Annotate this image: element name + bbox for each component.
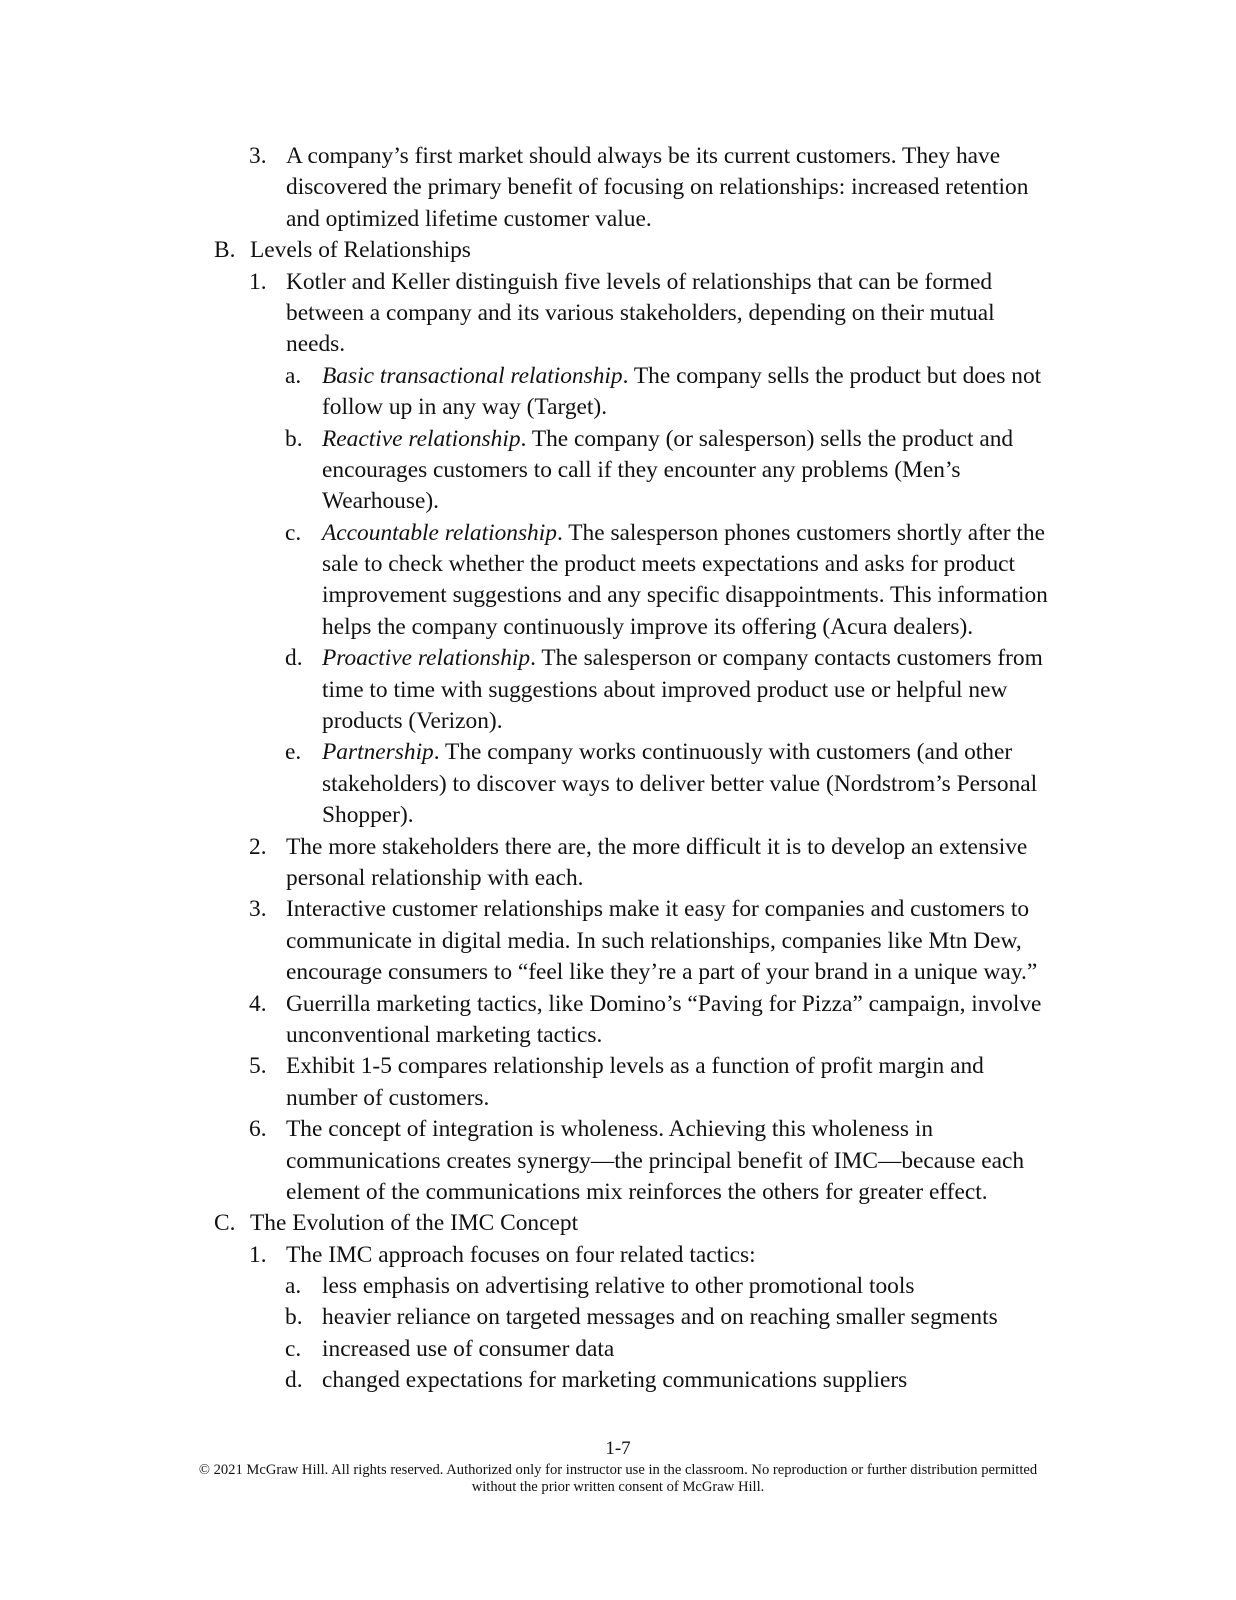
outline-item-level-3 xyxy=(0,361,1236,392)
outline-text: Interactive customer relationships make it easy for companies and customers to xyxy=(286,896,1030,923)
outline-item-continuation xyxy=(0,392,1236,423)
outline-item-level-1 xyxy=(0,235,1236,266)
list-marker: B. xyxy=(214,237,236,264)
list-marker: d. xyxy=(285,1367,303,1394)
outline-item-continuation xyxy=(0,706,1236,737)
outline-item-level-3 xyxy=(0,1302,1236,1333)
list-marker: e. xyxy=(285,739,302,766)
outline-text: time to time with suggestions about improved product use or helpful new xyxy=(322,676,1008,703)
list-marker: b. xyxy=(285,1304,303,1331)
outline-item-level-2 xyxy=(0,141,1236,172)
outline-text: unconventional marketing tactics. xyxy=(286,1021,603,1048)
outline-item-continuation xyxy=(0,455,1236,486)
outline-item-continuation xyxy=(0,172,1236,203)
outline-text: personal relationship with each. xyxy=(286,864,584,891)
outline-item-level-2 xyxy=(0,989,1236,1020)
outline-text: discovered the primary benefit of focusing on relationships: increased retention xyxy=(286,174,1029,201)
outline-text: changed expectations for marketing communications suppliers xyxy=(322,1367,908,1394)
list-marker: 6. xyxy=(249,1116,267,1143)
outline-text: Wearhouse). xyxy=(322,488,439,515)
outline-text: The IMC approach focuses on four related tactics: xyxy=(286,1241,756,1268)
document-body xyxy=(0,141,1236,1397)
relationship-term: Proactive relationship xyxy=(322,645,531,672)
relationship-term: Basic transactional relationship xyxy=(322,362,623,389)
outline-text: less emphasis on advertising relative to other promotional tools xyxy=(322,1273,915,1300)
list-marker: c. xyxy=(285,519,302,546)
outline-item-level-2 xyxy=(0,1114,1236,1145)
outline-text: The more stakeholders there are, the more difficult it is to develop an extensive xyxy=(286,833,1028,860)
outline-item-continuation xyxy=(0,549,1236,580)
outline-text: Levels of Relationships xyxy=(250,237,471,264)
outline-text: helps the company continuously improve its offering (Acura dealers). xyxy=(322,613,974,640)
outline-text: stakeholders) to discover ways to deliver better value (Nordstrom’s Personal xyxy=(322,770,1038,797)
outline-text xyxy=(322,737,1012,768)
outline-text: needs. xyxy=(286,331,346,358)
list-marker: 5. xyxy=(249,1053,267,1080)
outline-item-continuation xyxy=(0,1177,1236,1208)
list-marker: c. xyxy=(285,1335,302,1362)
relationship-term: Reactive relationship xyxy=(322,425,521,452)
outline-text: Exhibit 1-5 compares relationship levels as a function of profit margin and xyxy=(286,1053,984,1080)
list-marker: C. xyxy=(214,1210,236,1237)
outline-item-continuation xyxy=(0,957,1236,988)
list-marker: 1. xyxy=(249,268,267,295)
outline-text: increased use of consumer data xyxy=(322,1335,615,1362)
list-marker: 4. xyxy=(249,990,267,1017)
outline-item-continuation xyxy=(0,298,1236,329)
list-marker: a. xyxy=(285,1273,302,1300)
outline-text: element of the communications mix reinforces the others for greater effect. xyxy=(286,1178,988,1205)
outline-item-level-3 xyxy=(0,1334,1236,1365)
outline-text: sale to check whether the product meets expectations and asks for product xyxy=(322,551,1016,578)
outline-text: The concept of integration is wholeness. Achieving this wholeness in xyxy=(286,1116,934,1143)
outline-text: A company’s first market should always be its current customers. They have xyxy=(286,143,1001,169)
outline-item-level-3 xyxy=(0,737,1236,768)
list-marker: 3. xyxy=(249,143,267,169)
relationship-term: Partnership xyxy=(322,739,434,766)
outline-item-continuation xyxy=(0,1083,1236,1114)
outline-text: Guerrilla marketing tactics, like Domino’s “Paving for Pizza” campaign, involve xyxy=(286,990,1042,1017)
page-number: 1-7 xyxy=(605,1438,631,1459)
list-marker: d. xyxy=(285,645,303,672)
outline-text: and optimized lifetime customer value. xyxy=(286,205,652,232)
outline-item-level-2 xyxy=(0,894,1236,925)
list-marker: 2. xyxy=(249,833,267,860)
outline-item-continuation xyxy=(0,204,1236,235)
outline-item-level-2 xyxy=(0,1051,1236,1082)
outline-item-level-2 xyxy=(0,1240,1236,1271)
outline-text: improvement suggestions and any specific disappointments. This information xyxy=(322,582,1048,609)
term-description: . The company sells the product but does not xyxy=(622,362,1042,389)
outline-item-continuation xyxy=(0,486,1236,517)
outline-item-continuation xyxy=(0,580,1236,611)
outline-item-level-2 xyxy=(0,267,1236,298)
outline-item-continuation xyxy=(0,1146,1236,1177)
outline-item-level-2 xyxy=(0,832,1236,863)
term-description: . The salesperson or company contacts customers from xyxy=(530,645,1043,672)
outline-text: encourage consumers to “feel like they’re a part of your brand in a unique way.” xyxy=(286,959,1038,986)
outline-text: communications creates synergy—the principal benefit of IMC—because each xyxy=(286,1147,1025,1174)
outline-text: The Evolution of the IMC Concept xyxy=(250,1210,579,1237)
outline-text: Shopper). xyxy=(322,802,414,829)
list-marker: 1. xyxy=(249,1241,267,1268)
outline-text: follow up in any way (Target). xyxy=(322,394,608,421)
outline-text xyxy=(322,518,1045,549)
outline-item-level-1 xyxy=(0,1208,1236,1239)
outline-item-continuation xyxy=(0,675,1236,706)
outline-item-level-3 xyxy=(0,643,1236,674)
term-description: . The company (or salesperson) sells the product and xyxy=(520,425,1014,452)
term-description: . The salesperson phones customers shortly after the xyxy=(556,519,1046,546)
list-marker: b. xyxy=(285,425,303,452)
outline-text xyxy=(322,643,1043,674)
list-marker: 3. xyxy=(249,896,267,923)
outline-text: communicate in digital media. In such relationships, companies like Mtn Dew, xyxy=(286,927,1022,954)
relationship-term: Accountable relationship xyxy=(322,519,557,546)
outline-item-continuation xyxy=(0,329,1236,360)
outline-item-level-3 xyxy=(0,518,1236,549)
copyright-notice-line-2: without the prior written consent of McGraw Hill. xyxy=(471,1479,765,1495)
outline-text xyxy=(322,424,1013,455)
outline-item-continuation xyxy=(0,1020,1236,1051)
outline-text: number of customers. xyxy=(286,1084,490,1111)
outline-item-level-3 xyxy=(0,1271,1236,1302)
outline-text: between a company and its various stakeholders, depending on their mutual xyxy=(286,299,995,326)
outline-text xyxy=(322,361,1041,392)
outline-item-level-3 xyxy=(0,1365,1236,1396)
outline-item-continuation xyxy=(0,926,1236,957)
term-description: . The company works continuously with customers (and other xyxy=(433,739,1013,766)
copyright-notice-line-1: © 2021 McGraw Hill. All rights reserved. Authorized only for instructor use in the classroom. No reproduction or further distribution permitted xyxy=(198,1462,1038,1478)
outline-item-continuation xyxy=(0,612,1236,643)
outline-item-continuation xyxy=(0,863,1236,894)
outline-text: products (Verizon). xyxy=(322,708,503,735)
list-marker: a. xyxy=(285,362,302,389)
outline-item-continuation xyxy=(0,800,1236,831)
outline-text: encourages customers to call if they encounter any problems (Men’s xyxy=(322,456,961,483)
outline-text: heavier reliance on targeted messages and on reaching smaller segments xyxy=(322,1304,998,1331)
outline-text: Kotler and Keller distinguish five levels of relationships that can be formed xyxy=(286,268,993,295)
outline-item-level-3 xyxy=(0,424,1236,455)
outline-item-continuation xyxy=(0,769,1236,800)
